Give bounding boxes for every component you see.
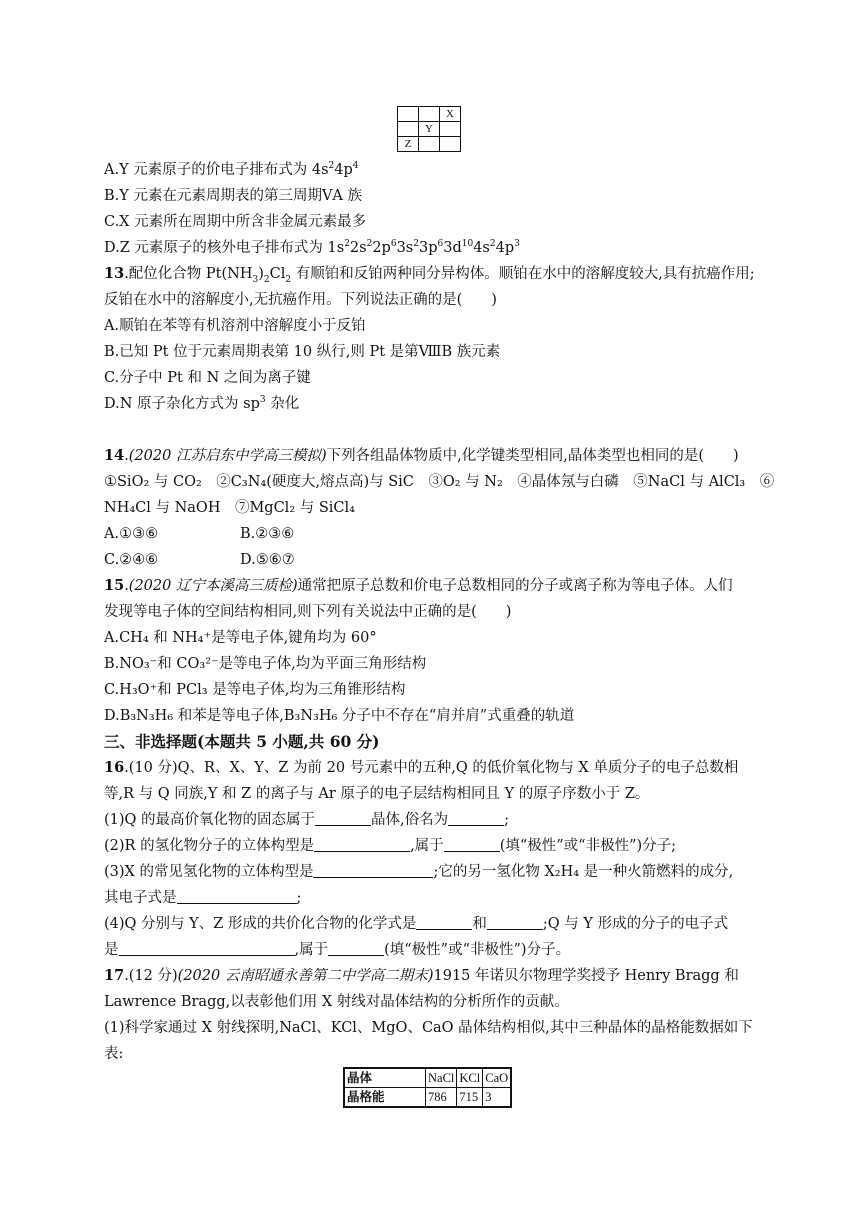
question-source: (2020 江苏启东中学高三模拟) <box>128 448 327 464</box>
grid-row <box>398 137 461 152</box>
table-header-row <box>344 1068 511 1088</box>
q16-part4-line2: 是 ,属于 (填“极性”或“非极性”)分子。 <box>104 942 571 958</box>
periodic-grid <box>397 106 461 152</box>
table-cell: 晶格能 <box>344 1088 426 1108</box>
table-header-cell: KCl <box>457 1068 483 1088</box>
q15-option-a: A.CH₄ 和 NH₄⁺是等电子体,键角均为 60° <box>104 630 377 646</box>
answer-blank[interactable] <box>313 863 433 878</box>
q15-stem: 15.(2020 辽宁本溪高三质检)通常把原子总数和价电子总数相同的分子或离子称为等电子体。人们 <box>104 577 733 594</box>
q16-part3: (3)X 的常见氢化物的立体构型是 ;它的另一氢化物 X₂H₄ 是一种火箭燃料的成分, <box>104 864 734 880</box>
q14-option-d: D.⑤⑥⑦ <box>240 552 295 568</box>
question-number: 14 <box>104 447 125 464</box>
answer-blank[interactable] <box>177 889 297 904</box>
grid-cell-y: Y <box>419 122 440 137</box>
q12-option-d: D.Z 元素原子的核外电子排布式为 $1s^22s^22p^63s^23p^63d^{10}4s^24p^3$ <box>104 239 520 256</box>
q16-stem: 16.(10 分)Q、R、X、Y、Z 为前 20 号元素中的五种,Q 的低价氧化物与 X 单质分子的电子总数相 <box>104 759 739 776</box>
answer-blank[interactable] <box>315 811 371 826</box>
grid-cell <box>440 122 461 137</box>
q16-part3-line2: 其电子式是 ; <box>104 890 302 906</box>
table-row <box>344 1088 511 1108</box>
answer-blank[interactable] <box>314 837 410 852</box>
question-number: 15 <box>104 577 125 594</box>
q12-option-c: C.X 元素所在周期中所含非金属元素最多 <box>104 214 367 230</box>
q14-option-a: A.①③⑥ <box>104 526 159 542</box>
q12-option-b: B.Y 元素在元素周期表的第三周期ⅤA 族 <box>104 188 362 204</box>
answer-blank[interactable] <box>119 941 295 956</box>
grid-row <box>398 107 461 122</box>
q13-option-a: A.顺铂在苯等有机溶剂中溶解度小于反铂 <box>104 318 366 334</box>
q15-option-b: B.NO₃⁻和 CO₃²⁻是等电子体,均为平面三角形结构 <box>104 656 427 672</box>
q16-part1: (1)Q 的最高价氧化物的固态属于 晶体,俗名为 ; <box>104 812 510 828</box>
table-header-cell: CaO <box>483 1068 511 1088</box>
grid-cell <box>398 122 419 137</box>
answer-blank[interactable] <box>448 811 504 826</box>
q12-option-a: A.Y 元素原子的价电子排布式为 $4s^24p^4$ <box>104 161 359 178</box>
q17-stem-line2: Lawrence Bragg,以表彰他们用 X 射线对晶体结构的分析所作的贡献。 <box>104 994 569 1010</box>
q17-stem: 17.(12 分)(2020 云南昭通永善第二中学高二期末)1915 年诺贝尔物理学奖授予 Henry Bragg 和 <box>104 967 739 984</box>
question-number: 17 <box>104 967 125 984</box>
q13-option-d: D.N 原子杂化方式为 $sp^3$ 杂化 <box>104 395 300 412</box>
grid-cell <box>419 137 440 152</box>
table-header-cell: NaCl <box>426 1068 457 1088</box>
question-source: (2020 辽宁本溪高三质检) <box>128 578 298 594</box>
table-cell: 715 <box>457 1088 483 1108</box>
grid-row <box>398 122 461 137</box>
grid-cell <box>440 137 461 152</box>
table-cell: 3 <box>483 1088 511 1108</box>
q15-stem-line2: 发现等电子体的空间结构相同,则下列有关说法中正确的是( ) <box>104 604 512 620</box>
lattice-energy-table <box>343 1067 512 1108</box>
answer-blank[interactable] <box>444 837 500 852</box>
grid-cell-z: Z <box>398 137 419 152</box>
question-source: (2020 云南昭通永善第二中学高二期末) <box>177 968 434 984</box>
table-header-cell: 晶体 <box>344 1068 426 1088</box>
question-number: 13 <box>104 265 125 282</box>
q16-part4: (4)Q 分别与 Y、Z 形成的共价化合物的化学式是 和 ;Q 与 Y 形成的分子的电子式 <box>104 916 729 932</box>
q17-part1-line2: 表: <box>104 1046 124 1062</box>
q14-option-c: C.②④⑥ <box>104 552 159 568</box>
answer-blank[interactable] <box>328 941 384 956</box>
section-heading: 三、非选择题(本题共 5 小题,共 60 分) <box>104 732 380 751</box>
q17-part1: (1)科学家通过 X 射线探明,NaCl、KCl、MgO、CaO 晶体结构相似,其中三种晶体的晶格能数据如下 <box>104 1020 753 1036</box>
q14-stem: 14.(2020 江苏启东中学高三模拟)下列各组晶体物质中,化学键类型相同,晶体类型也相同的是( ) <box>104 447 739 464</box>
q16-part2: (2)R 的氢化物分子的立体构型是 ,属于 (填“极性”或“非极性”)分子; <box>104 838 677 854</box>
answer-blank[interactable] <box>416 915 472 930</box>
grid-cell-x: X <box>440 107 461 122</box>
question-number: 16 <box>104 759 125 776</box>
q15-option-d: D.B₃N₃H₆ 和苯是等电子体,B₃N₃H₆ 分子中不存在“肩并肩”式重叠的轨道 <box>104 708 575 724</box>
q14-option-b: B.②③⑥ <box>240 526 295 542</box>
grid-cell <box>419 107 440 122</box>
q16-stem-line2: 等,R 与 Q 同族,Y 和 Z 的离子与 Ar 原子的电子层结构相同且 Y 的原子序数小于 Z。 <box>104 786 650 802</box>
q13-stem-line2: 反铂在水中的溶解度小,无抗癌作用。下列说法正确的是( ) <box>104 292 497 308</box>
q14-options-line1: ①SiO₂ 与 CO₂ ②C₃N₄(硬度大,熔点高)与 SiC ③O₂ 与 N₂ ④晶体氖与白磷 ⑤NaCl 与 AlCl₃ ⑥ <box>104 474 775 490</box>
q13-stem: 13.配位化合物 $Pt(NH_3)_2Cl_2$ 有顺铂和反铂两种同分异构体。顺铂在水中的溶解度较大,具有抗癌作用; <box>104 265 755 285</box>
grid-cell <box>398 107 419 122</box>
q14-options-line2: NH₄Cl 与 NaOH ⑦MgCl₂ 与 SiCl₄ <box>104 500 355 516</box>
answer-blank[interactable] <box>487 915 543 930</box>
q15-option-c: C.H₃O⁺和 PCl₃ 是等电子体,均为三角锥形结构 <box>104 682 406 698</box>
q13-option-b: B.已知 Pt 位于元素周期表第 10 纵行,则 Pt 是第ⅧB 族元素 <box>104 344 501 360</box>
q13-option-c: C.分子中 Pt 和 N 之间为离子键 <box>104 370 311 386</box>
table-cell: 786 <box>426 1088 457 1108</box>
